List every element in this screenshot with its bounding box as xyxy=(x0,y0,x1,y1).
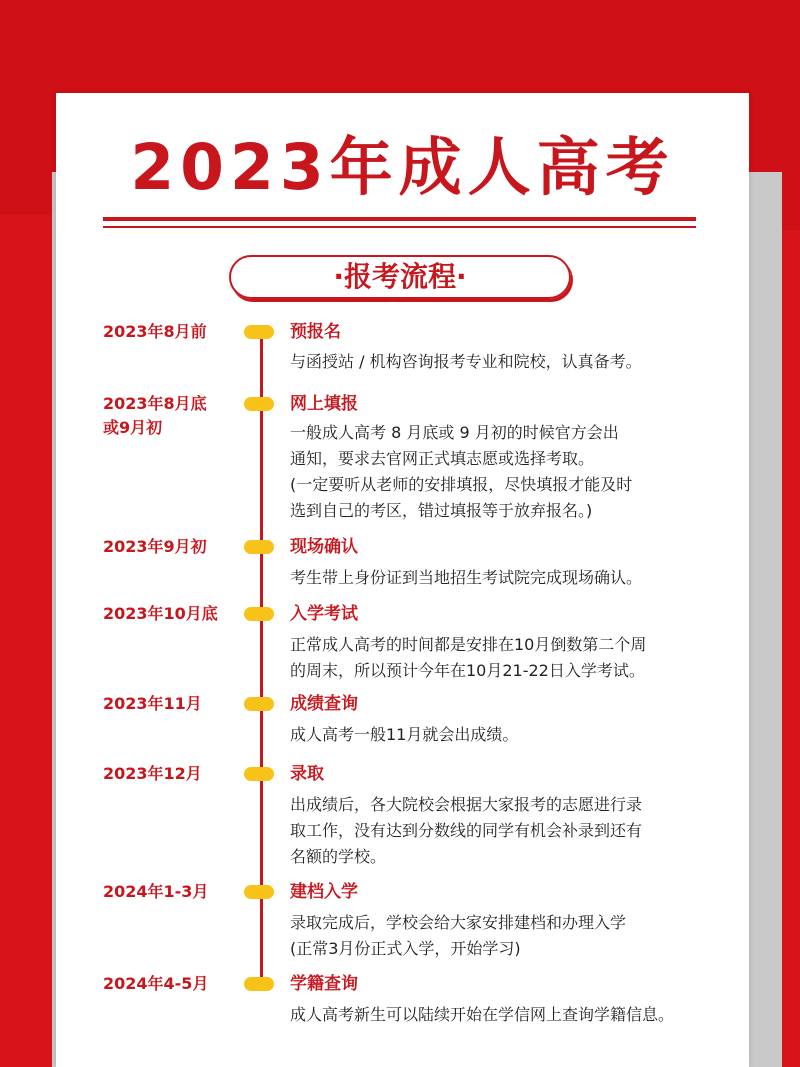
step-heading: 网上填报 xyxy=(290,394,358,414)
timeline-dot xyxy=(244,885,274,899)
step-date: 2024年4-5月 xyxy=(103,974,209,993)
step-description: 考生带上身份证到当地招生考试院完成现场确认。 xyxy=(290,568,643,587)
step-description: 出成绩后，各大院校会根据大家报考的志愿进行录 取工作，没有达到分数线的同学有机会补录到还有 名额的学校。 xyxy=(290,795,643,866)
background-left-edge xyxy=(0,215,52,1067)
step-heading: 成绩查询 xyxy=(290,694,358,714)
timeline-dot xyxy=(244,325,274,339)
step-heading: 预报名 xyxy=(290,322,341,342)
step-date: 2024年1-3月 xyxy=(103,882,209,901)
step-description: 录取完成后，学校会给大家安排建档和办理入学 (正常3月份正式入学，开始学习) xyxy=(290,913,627,958)
timeline-dot xyxy=(244,607,274,621)
step-heading: 现场确认 xyxy=(290,537,358,557)
page-title: 2023年成人高考 xyxy=(130,131,675,204)
step-heading: 录取 xyxy=(290,764,324,784)
section-heading: ·报考流程· xyxy=(229,255,571,299)
title-divider xyxy=(103,217,696,221)
step-description: 与函授站 / 机构咨询报考专业和院校，认真备考。 xyxy=(290,352,642,371)
step-date: 2023年8月前 xyxy=(103,322,207,341)
step-date: 2023年9月初 xyxy=(103,537,207,556)
step-date: 2023年11月 xyxy=(103,694,202,713)
timeline-dot xyxy=(244,767,274,781)
timeline-dot xyxy=(244,697,274,711)
poster-card xyxy=(56,93,749,1067)
step-heading: 入学考试 xyxy=(290,604,358,624)
timeline-dot xyxy=(244,397,274,411)
title-divider-thin xyxy=(103,226,696,228)
step-date: 2023年10月底 xyxy=(103,604,218,623)
step-description: 成人高考一般11月就会出成绩。 xyxy=(290,725,519,744)
step-date: 2023年8月底 或9月初 xyxy=(103,394,207,437)
step-heading: 学籍查询 xyxy=(290,974,358,994)
step-description: 正常成人高考的时间都是安排在10月倒数第二个周 的周末，所以预计今年在10月21-22日入学考试。 xyxy=(290,635,647,680)
step-date: 2023年12月 xyxy=(103,764,202,783)
step-description: 一般成人高考 8 月底或 9 月初的时候官方会出 通知，要求去官网正式填志愿或选择考取。 (一定要听从老师的安排填报，尽快填报才能及时 选到自己的考区，错过填报等于放弃报名。) xyxy=(290,423,633,520)
step-description: 成人高考新生可以陆续开始在学信网上查询学籍信息。 xyxy=(290,1005,675,1024)
step-heading: 建档入学 xyxy=(290,882,358,902)
timeline-dot xyxy=(244,977,274,991)
timeline-dot xyxy=(244,540,274,554)
